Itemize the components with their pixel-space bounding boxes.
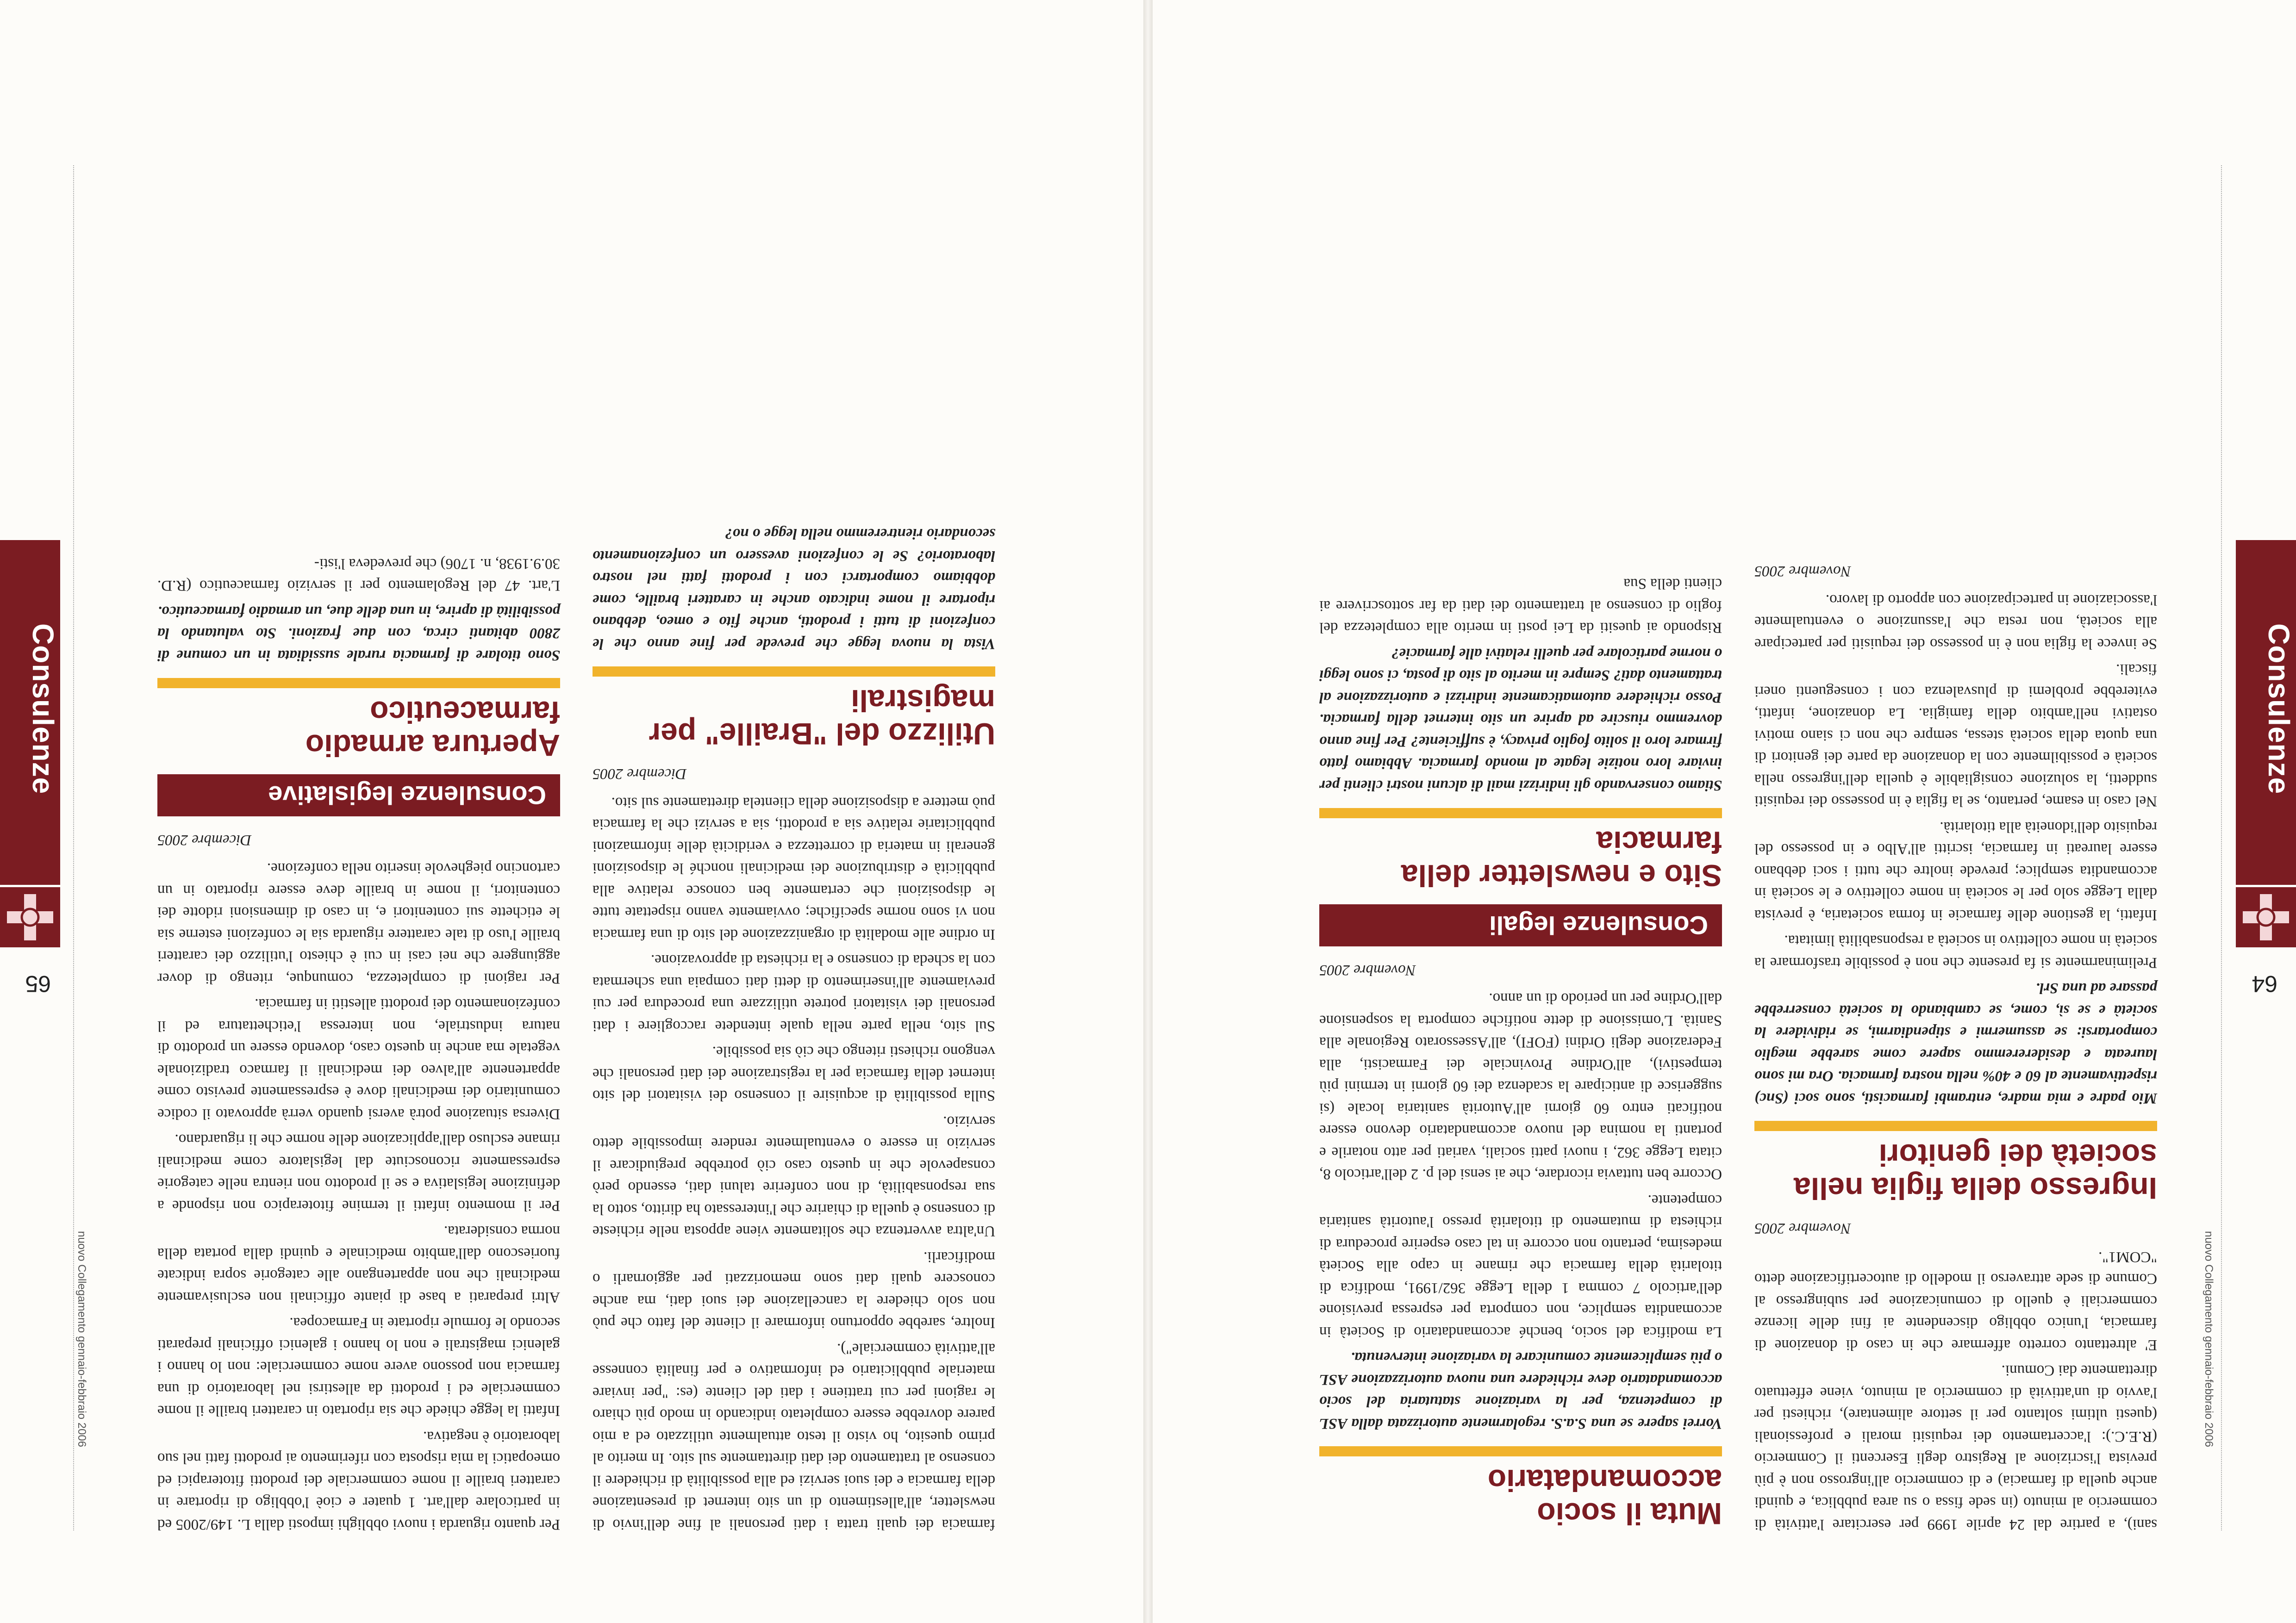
body-paragraph: farmacia dei quali tratta i dati personali al fine dell'invio di newsletter, all'allestimento di un sito internet di presentazione della farmacia e dei suoi servizi ed alla possibilità di richiedere il consenso al trattamento dei dati direttamente sul sito. In merito al primo quesito, ho visto il testo attualmente utilizzato ed a mio parere dovrebbe essere completato indicando in modo più chiaro le ragioni per cui trattiene i dati del cliente (es: "per inviare materiale pubblicitario ed informativo e per finalità connesse all'attività commerciale"). [593, 1340, 995, 1533]
body-paragraph: Preliminarmente si fa presente che non è possibile trasformare la società in nome collettivo in società a responsabilità limitata. [1754, 932, 2157, 971]
question-text: Mio padre e mia madre, entrambi farmacisti, sono soci (Snc) rispettivamente al 60 e 40% nella nostra farmacia. Ora mi sono laureata e desidereremmo sapere come sarebbe meglio comportarsi: se assumermi e stipendiarmi, se ridividere la società e se sì, come, se cambiando la società conserrebbe passare ad una Srl. [1754, 980, 2157, 1107]
side-rule [2220, 165, 2222, 1530]
article-date: Dicembre 2005 [593, 765, 687, 783]
body-paragraph: Infatti la legge chiede che sia riportato in caratteri braille il nome commerciale ed i prodotti da allestirsi nel laboratorio di una farmacia non possono avere nome commerciale: non lo hanno i galenici magistrali e non lo hanno i galenici officinali preparati secondo le formule riportate in Farmacopea. [157, 1314, 560, 1419]
article-title: Muta il socio accomandatario [1487, 1463, 1722, 1531]
body-paragraph: Per quanto riguarda i nuovi obblighi imposti dalla L. 149/2005 ed in particolare dall'art. 1 quater e cioè l'obbligo di riportare in caratteri braille il nome commerciale dei prodotti fitoterapici ed omeopatici la mia risposta con riferimento ai prodotti fatti nel suo laboratorio è negativa. [157, 1428, 560, 1533]
body-paragraph: Per il momento infatti il termine fitoterapico non risponde a definizione legislativa e se il prodotto non rientra nelle categorie espressamente riconosciute dal legislatore come medicinali rimane escluso dall'applicazione delle norme che li riguardano. [157, 1131, 560, 1214]
title-accent-bar [1754, 1121, 2157, 1131]
title-accent-bar [1319, 808, 1722, 818]
column-left-2 [1319, 569, 1722, 1535]
question-text: Vorrei sapere se una S.a.S. regolarmente autorizzata dalla ASL di competenza, per la variazione statutaria del socio accomandatario deve richiedere una nuova autorizzazione ASL o più semplicemente comunicare la variazione intervenuta. [1319, 1349, 1722, 1432]
body-paragraph: La modifica del socio, benché accomandatario di Società in accomandita semplice, non comporta per espressa previsione dell'articolo 7 comma 1 della Legge 362/1991, modifica di titolarità della farmacia che rimane in capo alla Società medesima, pertanto non occorre in tal caso esperire procedura di richiesta di mutamento di titolarità presso l'autorità sanitaria competente. [1319, 1192, 1722, 1340]
article-date: Novembre 2005 [1754, 1220, 1851, 1237]
title-accent-bar [157, 678, 560, 688]
body-paragraph: Sul sito, nella parte nella quale intendete raccogliere i dati personali dei visitatori potrete utilizzare una procedura per cui previamente all'inserimento di detti dati compaia una schermata con la scheda di consenso e la richiesta di approvazione. [593, 951, 995, 1034]
article-date: Novembre 2005 [1319, 962, 1416, 978]
title-accent-bar [593, 666, 995, 677]
running-head: nuovo Collegamento gennaio-febbraio 2006 [75, 1231, 88, 1447]
article-title: Utilizzo del "Braille" per magistrali [649, 684, 995, 751]
body-paragraph: L'art. 47 del Regolamento per il servizio farmaceutico (R.D. 30.9.1938, n. 1706) che prevedeva l'isti- [157, 555, 560, 594]
body-paragraph: Inoltre, sarebbe opportuno informare il cliente del fatto che può non solo chiedere la cancellazione dei suoi dati, ma anche conoscere quali dati sono memorizzati per aggiornarli o modificarli. [593, 1249, 995, 1331]
side-rule [72, 165, 74, 1530]
section-label: Consulenze [26, 623, 60, 795]
body-paragraph: Rispondo ai quesiti da Lei posti in merito alla completezza del foglio di consenso al trattamento dei dati da far sottoscrivere ai clienti della Sua [1319, 575, 1722, 636]
body-paragraph: Se invece la figlia non è in possesso dei requisiti per partecipare alla società, non resta che l'assunzione o eventualmente l'associazione in partecipazione con apporto di lavoro. [1754, 591, 2157, 652]
article-date: Dicembre 2005 [157, 832, 252, 848]
running-head: nuovo Collegamento gennaio-febbraio 2006 [2202, 1231, 2215, 1447]
pharmacy-cross-logo-icon [0, 887, 60, 947]
body-paragraph: Diversa situazione potrà aversi quando verrà approvato il codice comunitario dei medicinali dove è espressamente previsto come appartenente all'alveo dei medicinali il farmaco tradizionale vegetale ma anche in questo caso, dovendo essere un prodotto di natura industriale, non interessa l'etichettatura ed il confezionamento dei prodotti allestiti in farmacia. [157, 995, 560, 1122]
title-accent-bar [1319, 1446, 1722, 1456]
body-paragraph: Occorre ben tuttavia ricordare, che ai sensi del p. 2 dell'articolo 8, citata Legge 362, i nuovi patti sociali, variati per atto notarile e portanti la nomina del nuovo accomandatario devono essere notificati entro 60 giorni all'Autorità sanitaria locale (si suggerisce di anticipare la scadenza dei 60 giorni in termini più tempestivi), all'Ordine Provinciale dei Farmacisti, alla Federazione degli Ordini (FOFI), all'Assessorato Regionale alla Sanità. L'omissione di dette notifiche comporta la sospensione dall'Ordine per un periodo di un anno. [1319, 990, 1722, 1183]
body-paragraph: Un'altra avvertenza che solitamente viene apposta nelle richieste di consenso è quella di chiarire che l'interessato ha diritto, sotto la sua responsabilità, di non conferire taluni dati, essendo però consapevole che in questo caso ciò potrebbe pregiudicare il servizio in essere o eventualmente rendere impossibile detto servizio. [593, 1113, 995, 1240]
body-paragraph: Altri preparati a base di piante officinali non esclusivamente medicinali che non appartengano alle categorie sopra indicate fuoriescono dall'ambito medicinale e quindi dalla portata della norma considerata. [157, 1223, 560, 1306]
section-header-box: Consulenze legali [1319, 904, 1722, 947]
page-64 [1153, 0, 2296, 1623]
question-text: Vista la nuova legge che prevede per fine anno che le confezioni di tutti i prodotti, anche fito e omeo, debbano riportare il nome indicato anche in caratteri braille, come dobbiamo comportarci con i prodotti fatti nel nostro laboratorio? Se le confezioni avessero un confezionamento secondario rientreremmo nella legge o no? [593, 525, 995, 652]
pharmacy-cross-logo-icon [2236, 887, 2296, 947]
body-paragraph: Nel caso in esame, pertanto, se la figlia è in possesso dei requisiti suddetti, la soluzione consigliabile è quella dell'ingresso nella società e possibilmente con la donazione da parte dei genitori di una quota della società stessa, sempre che non ci siano motivi ostativi nell'ambito della famiglia. La donazione, infatti, eviterebbe problemi di plusvalenza con i conseguenti oneri fiscali. [1754, 661, 2157, 810]
body-paragraph: sani), a partire dal 24 aprile 1999 per esercitare l'attività di commercio al minuto (in sede fissa o su area pubblica, e quindi anche quella di farmacia) e di commercio all'ingrosso non è più prevista l'iscrizione al Registro degli Esercenti il Commercio (R.E.C.): l'accertamento dei requisiti morali e professionali (questi ultimi soltanto per il settore alimentare), richiesti per l'avvio di un'attività di commercio al minuto, viene effettuato direttamente dai Comuni. [1754, 1362, 2157, 1533]
article-title: Ingresso della figlia nella società dei genitori [1794, 1138, 2157, 1206]
page-gutter [1143, 0, 1153, 1623]
body-paragraph: Sulla possibilità di acquisire il consenso dei visitatori del sito internet della farmacia per la registrazione dei dati personali che vengono richiesti ritengo che ciò sia possibile. [593, 1043, 995, 1104]
article-title: Apertura armadio farmaceutico [305, 695, 560, 763]
question-text: Stiamo conservando gli indirizzi mail di alcuni nostri clienti per inviare loro notizie legate al mondo farmacia. Abbiamo fatto firmare loro il solito foglio privacy, è sufficiente? Per fine anno dovremmo riuscire ad aprire un sito internet della farmacia. Posso richiedere automaticamente indirizzi e autorizzazione al trattamento dati? Sempre in merito al sito di posta, ci sono leggi o norme particolare per quelli relativi alle farmacie? [1319, 645, 1722, 794]
section-label: Consulenze [2262, 623, 2296, 795]
column-left-1 [1754, 548, 2157, 1535]
page-number: 65 [25, 971, 51, 997]
section-header-box: Consulenze legislative [157, 774, 560, 817]
article-date: Novembre 2005 [1754, 563, 1851, 580]
column-right-2 [157, 549, 560, 1536]
body-paragraph: Infatti, la gestione delle farmacie in forma societaria, è prevista dalla Legge solo per le società in nome collettivo e le società in accomandita semplice; prevede inoltre che tutti i soci debbano essere laureati in farmacia, iscritti all'Albo e in possesso del requisito dell'idoneità alla titolarità. [1754, 819, 2157, 923]
page-65 [0, 0, 1143, 1623]
body-paragraph: Per ragioni di completezza, comunque, ritengo di dover aggiungere che nei casi in cui è chiesto l'utilizzo dei caratteri braille l'uso di tale carattere riguarda sia le confezioni esterne sia le etichette sui contenitori e, in caso di dimensioni ridotte dei contenitori, il nome in braille deve essere riportato in un cartoncino pieghevole inserito nella confezione. [157, 860, 560, 987]
question-text: Sono titolare di farmacia rurale sussidiata in un comune di 2800 abitanti circa, con due frazioni. Sto valutando la possibilità di aprire, in una delle due, un armadio farmaceutico. [157, 603, 560, 664]
page-number: 64 [2252, 971, 2277, 997]
body-paragraph: In ordine alle modalità di organizzazione del sito di una farmacia non vi sono norme specifiche; ovviamente vanno rispettate tutte le disposizioni che certamente ben conosce relative alla pubblicità e distribuzione dei medicinali nonché le disposizioni generali in materia di correttezza e veridicità delle informazioni pubblicitarie relative sia a prodotti, sia a servizi che la farmacia può mettere a disposizione della clientela direttamente sul sito. [593, 794, 995, 943]
body-paragraph: E' altrettanto corretto affermare che in caso di donazione di farmacia, l'unico obbligo discendente ai fini delle licenze commerciali è quello di comunicazione per subingresso al Comune di sede attraverso il modello di autocertificazione detto "COM1". [1754, 1249, 2157, 1353]
column-right-1 [593, 519, 995, 1535]
article-title: Sito e newsletter della farmacia [1401, 825, 1722, 893]
